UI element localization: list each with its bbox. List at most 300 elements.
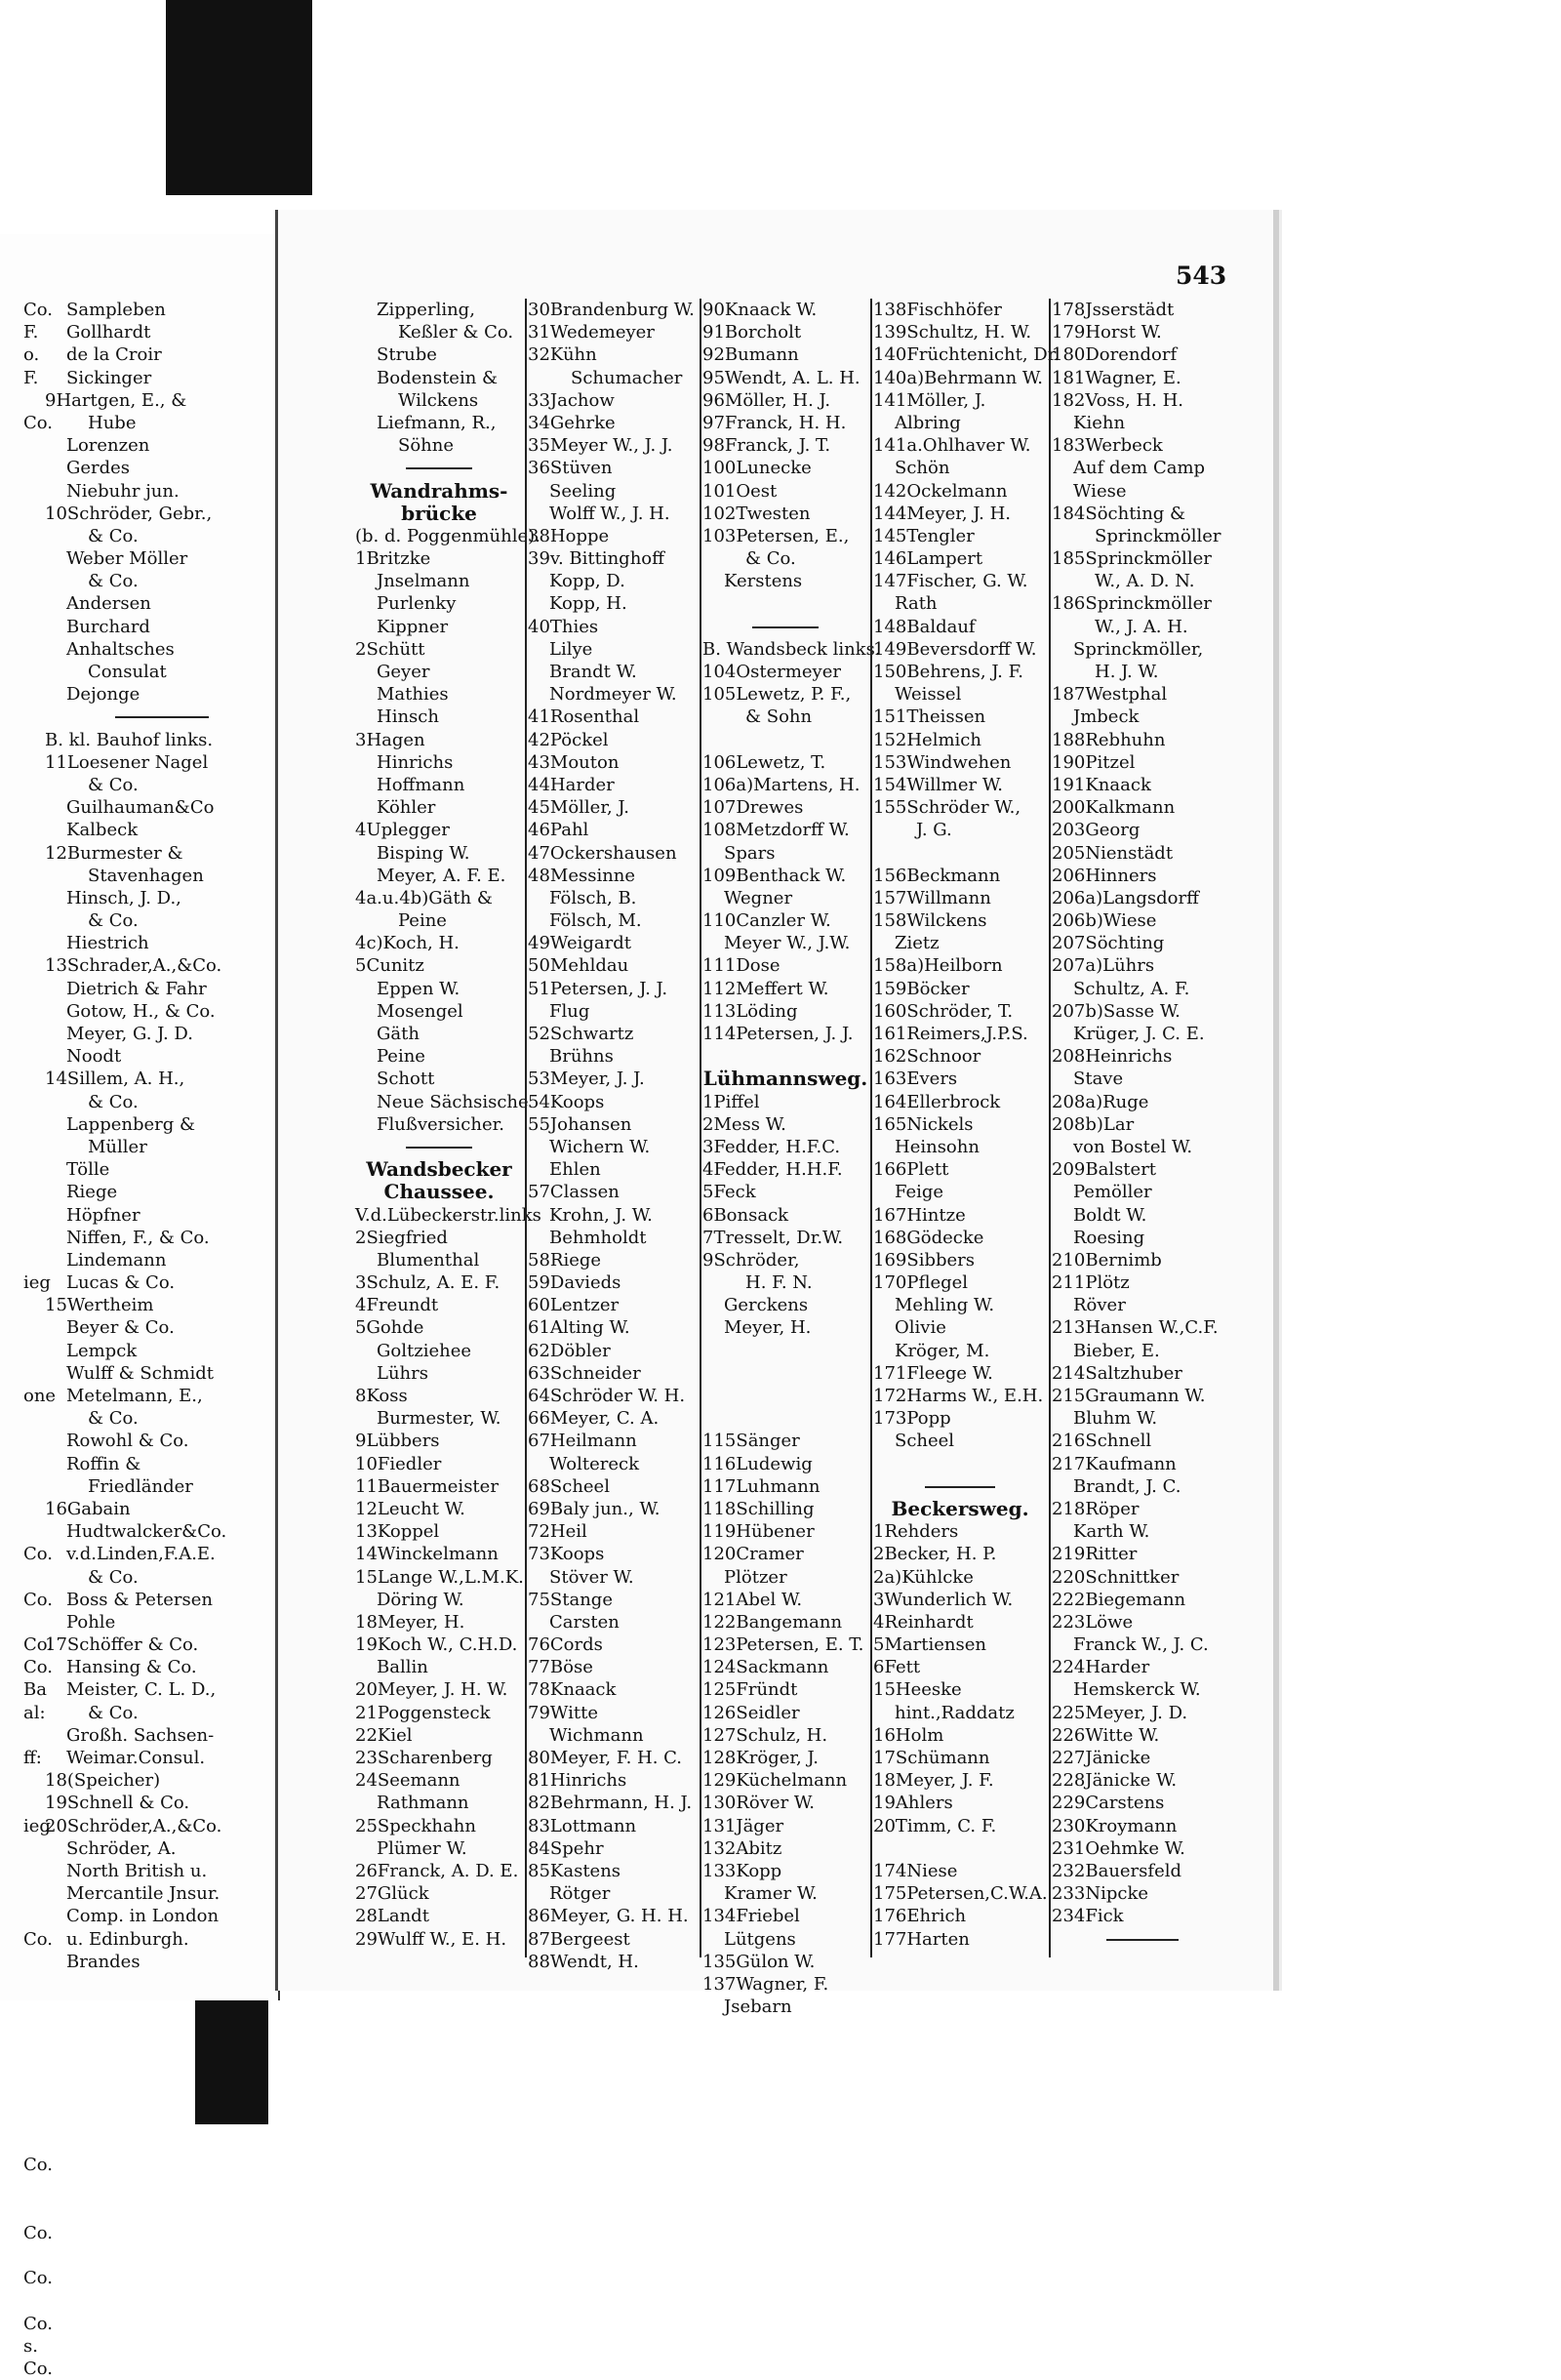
section-rule: [1052, 1928, 1232, 1951]
resident-entry: Co.: [23, 2222, 54, 2243]
house-entry: 188Rebhuhn: [1052, 729, 1166, 750]
resident-entry: Kopp, H.: [549, 593, 627, 615]
entry-continuation: & Co.: [745, 548, 796, 570]
house-entry: 20Meyer, J. H. W.: [355, 1679, 508, 1701]
house-entry: 2Mess W.: [702, 1113, 786, 1135]
entry-continuation: Peine: [398, 910, 447, 932]
house-entry: 78Knaack: [528, 1679, 617, 1701]
house-entry: 180Dorendorf: [1052, 344, 1178, 366]
resident-entry: one: [23, 1386, 57, 1406]
resident-entry: Meyer, G. J. D.: [66, 1024, 193, 1044]
blank-line: [2, 592, 31, 615]
resident-entry: Großh. Sachsen-: [66, 1724, 215, 1746]
blank-line: [2, 819, 31, 841]
house-entry: 190Pitzel: [1052, 751, 1136, 773]
house-entry: 215Graumann W.: [1052, 1386, 1206, 1406]
resident-entry: Co.: [23, 412, 54, 433]
house-entry: 154Willmer W.: [873, 774, 1003, 795]
house-entry: 182Voss, H. H.: [1052, 389, 1184, 411]
house-entry: 20Schröder,A.,&Co.: [45, 1815, 222, 1836]
house-entry: 14Sillem, A. H.,: [45, 1069, 185, 1090]
house-entry: 127Schulz, H.: [702, 1724, 828, 1746]
house-entry: 148Baldauf: [873, 616, 976, 637]
resident-entry: Höpfner: [66, 1204, 140, 1226]
house-entry: 10Schröder, Gebr.,: [45, 503, 213, 524]
resident-entry: Kiehn: [1073, 412, 1126, 433]
resident-entry: Gäth: [377, 1024, 420, 1044]
resident-entry: Burmester, W.: [377, 1408, 501, 1430]
house-entry: 159Böcker: [873, 978, 970, 999]
resident-entry: Pohle: [66, 1611, 116, 1633]
house-entry: 6Fett: [873, 1657, 921, 1678]
resident-entry: Fölsch, B.: [549, 887, 637, 908]
resident-entry: Lührs: [377, 1362, 428, 1384]
resident-entry: Wolff W., J. H.: [549, 503, 670, 524]
resident-entry: Lilye: [549, 638, 593, 660]
blank-line: [2, 389, 31, 412]
house-entry: 233Nipcke: [1052, 1883, 1149, 1905]
house-entry: 222Biegemann: [1052, 1589, 1186, 1610]
house-entry: 26Franck, A. D. E.: [355, 1860, 519, 1881]
blank-line: [2, 751, 31, 774]
resident-entry: Lappenberg &: [66, 1113, 196, 1135]
blank-line: [2, 2199, 31, 2222]
blank-line: [2, 525, 31, 547]
blank-line: [2, 1158, 31, 1181]
house-entry: 139Schultz, H. W.: [873, 322, 1032, 343]
house-entry: 15Heeske: [873, 1679, 962, 1701]
blank-line: [2, 1294, 31, 1316]
house-entry: 209Balstert: [1052, 1159, 1157, 1181]
house-entry: 32Kühn: [528, 344, 597, 366]
house-entry: 34Gehrke: [528, 412, 616, 433]
house-entry: 4Reinhardt: [873, 1611, 974, 1633]
resident-entry: Co.: [23, 1928, 54, 1950]
house-entry: 161Reimers,J.P.S.: [873, 1024, 1028, 1044]
house-entry: 47Ockershausen: [528, 842, 677, 864]
resident-entry: Eppen W.: [377, 978, 460, 999]
house-entry: 153Windwehen: [873, 751, 1012, 773]
resident-entry: Purlenky: [377, 593, 457, 615]
house-entry: 27Glück: [355, 1883, 429, 1905]
house-entry: 87Bergeest: [528, 1928, 630, 1950]
left-margin-column: [2, 299, 57, 2380]
house-entry: 132Abitz: [702, 1837, 782, 1859]
house-entry: 41Rosenthal: [528, 706, 640, 728]
blank-line: [2, 909, 31, 932]
house-entry: 86Meyer, G. H. H.: [528, 1906, 689, 1927]
directory-column-6: [1052, 299, 1232, 1951]
entry-continuation: Müller: [88, 1136, 147, 1157]
resident-entry: Seeling: [549, 480, 617, 502]
house-entry: 121Abel W.: [702, 1589, 803, 1610]
house-entry: 124Sackmann: [702, 1657, 829, 1678]
resident-entry: Woltereck: [549, 1453, 640, 1474]
resident-entry: Bieber, E.: [1073, 1340, 1160, 1361]
house-entry: 17Schümann: [873, 1748, 990, 1768]
blank-line: [2, 1951, 31, 1973]
resident-entry: Kalbeck: [66, 820, 139, 841]
resident-entry: Anhaltsches: [66, 638, 175, 660]
house-entry: 230Kroymann: [1052, 1815, 1178, 1836]
resident-entry: s.: [23, 2335, 38, 2357]
house-entry: 167Hintze: [873, 1204, 966, 1226]
entry-continuation: & Co.: [88, 774, 139, 795]
blank-line: [702, 729, 868, 751]
entry-continuation: Stavenhagen: [88, 865, 204, 886]
house-entry: 59Davieds: [528, 1272, 621, 1294]
resident-entry: F.: [23, 322, 39, 343]
blank-line: [2, 1136, 31, 1158]
house-entry: 96Möller, H. J.: [702, 389, 831, 411]
resident-entry: Wiese: [1073, 480, 1127, 502]
blank-line: [2, 1475, 31, 1498]
house-entry: 203Georg: [1052, 820, 1141, 841]
house-entry: 25Speckhahn: [355, 1815, 476, 1836]
house-entry: 122Bangemann: [702, 1611, 843, 1633]
entry-continuation: Schumacher: [571, 367, 683, 388]
house-entry: 130Röver W.: [702, 1793, 815, 1814]
house-entry: 141a.Ohlhaver W.: [873, 435, 1031, 457]
resident-entry: Zietz: [895, 933, 940, 954]
house-entry: 110Canzler W.: [702, 910, 831, 932]
house-entry: 97Franck, H. H.: [702, 412, 847, 433]
resident-entry: Schott: [377, 1069, 435, 1090]
house-entry: 176Ehrich: [873, 1906, 967, 1927]
house-entry: 207b)Sasse W.: [1052, 1000, 1181, 1022]
house-entry: 15Lange W.,L.M.K.: [355, 1566, 524, 1588]
resident-entry: Carsten: [549, 1611, 620, 1633]
blank-line: [2, 796, 31, 819]
house-entry: 116Ludewig: [702, 1453, 813, 1474]
house-entry: 77Böse: [528, 1657, 593, 1678]
blank-line: [2, 434, 31, 457]
house-entry: 142Ockelmann: [873, 480, 1008, 502]
house-entry: 5Feck: [702, 1182, 756, 1203]
blank-line: [2, 1362, 31, 1385]
house-entry: 109Benthack W.: [702, 865, 847, 886]
resident-entry: Strube: [377, 344, 437, 366]
blank-line: [2, 1905, 31, 1927]
house-entry: 186Sprinckmöller: [1052, 593, 1212, 615]
blank-line: [2, 2064, 31, 2086]
house-entry: 58Riege: [528, 1249, 602, 1271]
blank-line: [2, 1611, 31, 1634]
resident-entry: Karth W.: [1073, 1521, 1150, 1543]
house-entry: 16Holm: [873, 1724, 944, 1746]
house-entry: 207a)Lührs: [1052, 955, 1155, 977]
resident-entry: Co.: [23, 1589, 54, 1610]
resident-entry: Hemskerck W.: [1073, 1679, 1201, 1701]
house-entry: 48Messinne: [528, 865, 636, 886]
house-entry: 187Westphal: [1052, 684, 1168, 706]
house-entry: 43Mouton: [528, 751, 620, 773]
house-entry: 206Hinners: [1052, 865, 1157, 886]
house-entry: 13Schrader,A.,&Co.: [45, 955, 222, 977]
house-entry: 4c)Koch, H.: [355, 933, 460, 954]
house-entry: 206a)Langsdorff: [1052, 887, 1199, 908]
house-entry: 19Koch W., C.H.D.: [355, 1634, 518, 1656]
resident-entry: Bluhm W.: [1073, 1408, 1158, 1430]
house-entry: 231Oehmke W.: [1052, 1837, 1185, 1859]
house-entry: (b. d. Poggenmühle).: [355, 525, 540, 546]
house-entry: 185Sprinckmöller: [1052, 548, 1212, 570]
house-entry: 206b)Wiese: [1052, 910, 1157, 932]
house-entry: 13Koppel: [355, 1521, 440, 1543]
house-entry: 5Gohde: [355, 1317, 424, 1339]
resident-entry: Döring W.: [377, 1589, 464, 1610]
house-entry: 102Twesten: [702, 503, 811, 524]
resident-entry: Ba: [23, 1679, 47, 1701]
resident-entry: Franck W., J. C.: [1073, 1634, 1209, 1656]
resident-entry: Tölle: [66, 1159, 110, 1181]
blank-line: [2, 1113, 31, 1136]
house-entry: 12Leucht W.: [355, 1498, 465, 1519]
resident-entry: Flußversicher.: [377, 1113, 504, 1135]
entry-continuation: & Co.: [88, 910, 139, 932]
house-entry: 191Knaack: [1052, 774, 1151, 795]
house-entry: 227Jänicke: [1052, 1748, 1151, 1768]
house-entry: 20Timm, C. F.: [873, 1815, 997, 1836]
resident-entry: Hinrichs: [377, 751, 454, 773]
resident-entry: Beyer & Co.: [66, 1317, 175, 1339]
house-entry: 55Johansen: [528, 1113, 632, 1135]
blank-line: [2, 729, 31, 751]
entry-continuation: & Co.: [88, 1566, 139, 1588]
street-heading: Beckersweg.: [891, 1496, 1029, 1520]
blank-line: [2, 1860, 31, 1882]
house-entry: 226Witte W.: [1052, 1724, 1160, 1746]
resident-entry: Kramer W.: [724, 1883, 818, 1905]
resident-entry: Köhler: [377, 797, 436, 819]
resident-entry: von Bostel W.: [1073, 1136, 1193, 1157]
house-entry: 147Fischer, G. W.: [873, 571, 1028, 592]
resident-entry: Weber Möller: [66, 548, 188, 570]
house-entry: 160Schröder, T.: [873, 1000, 1014, 1022]
resident-entry: Sprinckmöller,: [1073, 638, 1204, 660]
blank-line: [2, 1249, 31, 1271]
resident-entry: Meister, C. L. D.,: [66, 1679, 217, 1701]
house-entry: 18Meyer, H.: [355, 1611, 465, 1633]
resident-entry: Boss & Petersen: [66, 1589, 213, 1610]
house-entry: 106a)Martens, H.: [702, 774, 861, 795]
resident-entry: ff:: [23, 1748, 42, 1768]
resident-entry: Lorenzen: [66, 435, 150, 457]
resident-entry: Olivie: [895, 1317, 946, 1339]
house-entry: 158a)Heilborn: [873, 955, 1003, 977]
blank-line: [2, 480, 31, 503]
house-entry: 7Tresselt, Dr.W.: [702, 1227, 844, 1248]
house-entry: 112Meffert W.: [702, 978, 829, 999]
scanner-frame-bottom: [195, 1991, 268, 2124]
house-entry: 5Martiensen: [873, 1634, 986, 1656]
house-entry: 133Kopp: [702, 1860, 782, 1881]
house-entry: 33Jachow: [528, 389, 615, 411]
resident-entry: Wichmann: [549, 1724, 644, 1746]
section-rule: [45, 706, 279, 728]
house-entry: 62Döbler: [528, 1340, 611, 1361]
resident-entry: Kerstens: [724, 571, 803, 592]
blank-line: [2, 503, 31, 525]
blank-line: [702, 1385, 868, 1407]
resident-entry: Hudtwalcker&Co.: [66, 1521, 227, 1543]
blank-line: [702, 592, 868, 615]
house-entry: 146Lampert: [873, 548, 983, 570]
resident-entry: Co.: [23, 2155, 54, 2176]
street-heading: brücke: [401, 501, 477, 525]
house-entry: 23Scharenberg: [355, 1748, 493, 1768]
resident-entry: Co.: [23, 2359, 54, 2380]
house-entry: 60Lentzer: [528, 1295, 620, 1316]
resident-entry: Rötger: [549, 1883, 611, 1905]
house-entry: 200Kalkmann: [1052, 797, 1176, 819]
resident-entry: Niffen, F., & Co.: [66, 1227, 210, 1248]
resident-entry: Guilhauman&Co: [66, 797, 215, 819]
resident-entry: Brandt W.: [549, 662, 637, 682]
blank-line: [2, 1882, 31, 1905]
house-entry: 84Spehr: [528, 1837, 604, 1859]
resident-entry: ieg: [23, 1272, 51, 1294]
resident-entry: Weissel: [895, 684, 962, 706]
resident-entry: Mehling W.: [895, 1295, 995, 1316]
house-entry: 3Fedder, H.F.C.: [702, 1136, 841, 1157]
house-entry: 10Fiedler: [355, 1453, 442, 1474]
house-entry: 54Koops: [528, 1091, 605, 1112]
house-entry: 24Seemann: [355, 1770, 460, 1792]
resident-entry: Neue Sächsische: [377, 1091, 529, 1112]
house-entry: 75Stange: [528, 1589, 613, 1610]
house-entry: 181Wagner, E.: [1052, 367, 1181, 388]
directory-column-1: [45, 299, 279, 1973]
house-entry: 53Meyer, J. J.: [528, 1069, 645, 1090]
resident-entry: Albring: [895, 412, 961, 433]
house-entry: 51Petersen, J. J.: [528, 978, 668, 999]
resident-entry: Ehlen: [549, 1159, 601, 1181]
house-entry: 63Schneider: [528, 1362, 641, 1384]
blank-line: [2, 1181, 31, 1203]
house-entry: 64Schröder W. H.: [528, 1386, 686, 1406]
house-entry: 106Lewetz, T.: [702, 751, 826, 773]
entry-continuation: Sprinckmöller: [1095, 525, 1221, 546]
blank-line: [2, 932, 31, 954]
house-entry: 128Kröger, J.: [702, 1748, 820, 1768]
entry-continuation: Söhne: [398, 435, 455, 457]
resident-entry: Wulff & Schmidt: [66, 1362, 214, 1384]
resident-entry: Zipperling,: [377, 300, 475, 320]
house-entry: 149Beversdorff W.: [873, 638, 1037, 660]
house-entry: 45Möller, J.: [528, 797, 629, 819]
resident-entry: Gerdes: [66, 458, 131, 479]
house-entry: 5Cunitz: [355, 955, 424, 977]
resident-entry: Hoffmann: [377, 774, 465, 795]
resident-entry: Peine: [377, 1046, 425, 1068]
entry-continuation: Hube: [88, 412, 137, 433]
house-entry: 2Siegfried: [355, 1227, 448, 1248]
resident-entry: North British u.: [66, 1860, 208, 1881]
resident-entry: Brühns: [549, 1046, 614, 1068]
resident-entry: Jsebarn: [724, 1997, 792, 2018]
blank-line: [2, 1091, 31, 1113]
blank-line: [2, 2290, 31, 2313]
house-entry: 219Ritter: [1052, 1544, 1138, 1565]
blank-line: [2, 1498, 31, 1520]
entry-continuation: & Sohn: [745, 706, 813, 728]
house-entry: 207Söchting: [1052, 933, 1165, 954]
blank-line: [702, 1362, 868, 1385]
resident-entry: Riege: [66, 1182, 118, 1203]
resident-entry: Fölsch, M.: [549, 910, 642, 932]
house-entry: V.d.Lübeckerstr.links: [355, 1204, 541, 1226]
house-entry: B. kl. Bauhof links.: [45, 729, 214, 750]
blank-line: [2, 1204, 31, 1227]
resident-entry: Wegner: [724, 887, 793, 908]
house-entry: 144Meyer, J. H.: [873, 503, 1012, 524]
street-heading: Chaussee.: [383, 1180, 495, 1204]
blank-line: [2, 683, 31, 706]
house-entry: 225Meyer, J. D.: [1052, 1702, 1188, 1723]
house-entry: 15Wertheim: [45, 1295, 154, 1316]
resident-entry: Schultz, A. F.: [1073, 978, 1190, 999]
resident-entry: Scheel: [895, 1431, 955, 1452]
resident-entry: Burchard: [66, 616, 150, 637]
house-entry: 140Früchtenicht, Dr.: [873, 344, 1061, 366]
blank-line: [2, 2018, 31, 2040]
house-entry: 9Schröder,: [702, 1249, 800, 1271]
house-entry: 175Petersen,C.W.A.: [873, 1883, 1048, 1905]
resident-entry: Dietrich & Fahr: [66, 978, 207, 999]
house-entry: 135Gülon W.: [702, 1951, 816, 1972]
resident-entry: Rowohl & Co.: [66, 1431, 189, 1452]
blank-line: [2, 1453, 31, 1475]
blank-line: [702, 1340, 868, 1362]
house-entry: 91Borcholt: [702, 322, 802, 343]
house-entry: 19Ahlers: [873, 1793, 953, 1814]
house-entry: 172Harms W., E.H.: [873, 1386, 1044, 1406]
house-entry: 80Meyer, F. H. C.: [528, 1748, 683, 1768]
house-entry: 138Fischhöfer: [873, 300, 1002, 320]
street-heading: Wandrahms-: [370, 478, 508, 503]
section-rule: [873, 1475, 1047, 1498]
blank-line: [2, 1724, 31, 1747]
house-entry: 38Hoppe: [528, 525, 610, 546]
resident-entry: Gerckens: [724, 1295, 809, 1316]
resident-entry: Schröder, A.: [66, 1837, 177, 1859]
blank-line: [2, 1792, 31, 1814]
resident-entry: Geyer: [377, 662, 430, 682]
resident-entry: Roffin &: [66, 1453, 141, 1474]
resident-entry: Auf dem Camp: [1073, 458, 1206, 479]
house-entry: 4a.u.4b)Gäth &: [355, 887, 493, 908]
house-entry: 220Schnittker: [1052, 1566, 1180, 1588]
resident-entry: Heinsohn: [895, 1136, 980, 1157]
house-entry: 218Röper: [1052, 1498, 1140, 1519]
blank-line: [2, 1837, 31, 1860]
blank-line: [2, 457, 31, 479]
entry-continuation: Keßler & Co.: [398, 322, 514, 343]
resident-entry: Bodenstein &: [377, 367, 499, 388]
resident-entry: Mosengel: [377, 1000, 463, 1022]
resident-entry: Andersen: [66, 593, 151, 615]
house-entry: 88Wendt, H.: [528, 1951, 639, 1972]
house-entry: 145Tengler: [873, 525, 975, 546]
house-entry: 2Becker, H. P.: [873, 1544, 997, 1565]
house-entry: 68Scheel: [528, 1475, 610, 1497]
resident-entry: Jmbeck: [1073, 706, 1140, 728]
house-entry: 111Dose: [702, 955, 780, 977]
house-entry: 46Pahl: [528, 820, 589, 841]
resident-entry: Bisping W.: [377, 842, 470, 864]
house-entry: 131Jäger: [702, 1815, 784, 1836]
